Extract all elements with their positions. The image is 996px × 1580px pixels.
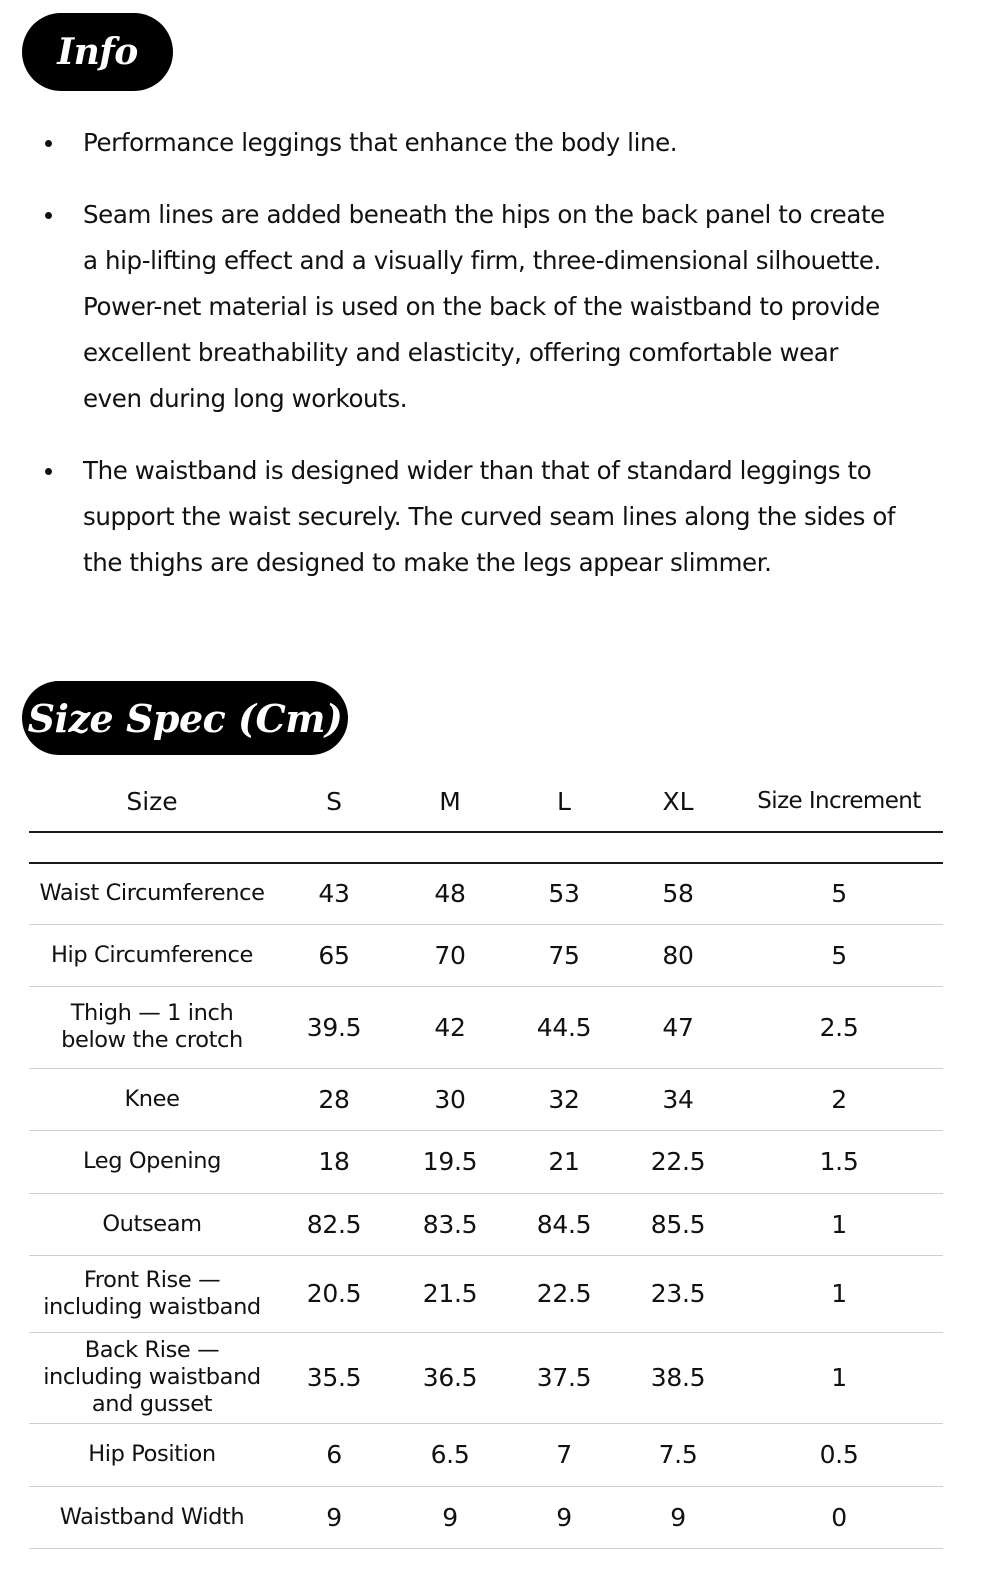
column-header-size: Size xyxy=(29,771,275,832)
size-value-cell: 42 xyxy=(393,986,507,1068)
row-label-line: Waistband Width xyxy=(59,1503,245,1530)
row-label-line: Outseam xyxy=(102,1210,202,1237)
size-value-cell: 70 xyxy=(393,924,507,986)
feature-text: The waistband is designed wider than that of standard leggings to support the waist securely. The curved seam lines along the sides of the thighs are designed to make the legs appear slimmer. xyxy=(83,456,896,577)
size-value-cell: 22.5 xyxy=(621,1130,735,1193)
size-value-cell: 0 xyxy=(735,1486,943,1548)
feature-text: Seam lines are added beneath the hips on the back panel to create a hip-lifting effect and a visually firm, three-dimensional silhouette. Power-net material is used on the back of the waistband to provide excellent breathability and elasticity, offering comfortable wear even during long workouts. xyxy=(83,200,885,413)
row-label-line: Waist Circumference xyxy=(39,880,265,907)
size-value-cell: 83.5 xyxy=(393,1193,507,1255)
size-value-cell: 53 xyxy=(507,863,621,924)
size-value-cell: 9 xyxy=(507,1486,621,1548)
row-label-line: Hip Position xyxy=(88,1441,216,1467)
size-value-cell: 19.5 xyxy=(393,1130,507,1193)
size-value-cell: 80 xyxy=(621,924,735,986)
bullet-icon xyxy=(45,212,52,219)
column-header-l: L xyxy=(507,771,621,832)
table-row xyxy=(29,1193,943,1255)
size-value-cell: 30 xyxy=(393,1068,507,1130)
size-value-cell: 18 xyxy=(275,1130,393,1193)
size-value-cell: 35.5 xyxy=(275,1332,393,1423)
size-value-cell: 1 xyxy=(735,1193,943,1255)
size-value-cell: 39.5 xyxy=(275,986,393,1068)
size-value-cell: 1 xyxy=(735,1332,943,1423)
size-value-cell: 21 xyxy=(507,1130,621,1193)
feature-item xyxy=(40,192,900,422)
size-value-cell: 38.5 xyxy=(621,1332,735,1423)
table-row xyxy=(29,1486,943,1548)
row-label xyxy=(29,1486,275,1548)
column-header-size-increment: Size Increment xyxy=(735,771,943,832)
size-value-cell: 47 xyxy=(621,986,735,1068)
feature-item xyxy=(40,120,900,166)
table-row xyxy=(29,1423,943,1486)
size-value-cell: 23.5 xyxy=(621,1255,735,1332)
feature-text: Performance leggings that enhance the body line. xyxy=(83,128,678,157)
size-value-cell: 20.5 xyxy=(275,1255,393,1332)
row-label-line: including waistband xyxy=(43,1293,261,1320)
size-value-cell: 85.5 xyxy=(621,1193,735,1255)
size-value-cell: 37.5 xyxy=(507,1332,621,1423)
size-spec-table xyxy=(29,771,943,1549)
row-label-line: Knee xyxy=(124,1085,180,1112)
table-row xyxy=(29,924,943,986)
size-value-cell: 22.5 xyxy=(507,1255,621,1332)
size-value-cell: 43 xyxy=(275,863,393,924)
size-value-cell: 34 xyxy=(621,1068,735,1130)
size-value-cell: 0.5 xyxy=(735,1423,943,1486)
size-value-cell: 84.5 xyxy=(507,1193,621,1255)
row-label-line: Back Rise — xyxy=(84,1337,220,1363)
size-value-cell: 9 xyxy=(393,1486,507,1548)
table-row xyxy=(29,1130,943,1193)
feature-item xyxy=(40,448,900,586)
row-label xyxy=(29,863,275,924)
table-header-row xyxy=(29,771,943,832)
info-heading xyxy=(22,13,173,91)
size-value-cell: 6.5 xyxy=(393,1423,507,1486)
size-value-cell: 21.5 xyxy=(393,1255,507,1332)
size-value-cell: 65 xyxy=(275,924,393,986)
row-label-line: Front Rise — xyxy=(83,1266,221,1293)
size-spec-heading-label: Size Spec (Cm) xyxy=(27,695,343,741)
row-label xyxy=(29,986,275,1068)
row-label-line: Thigh — 1 inch xyxy=(70,1000,234,1026)
bullet-icon xyxy=(45,468,52,475)
size-value-cell: 58 xyxy=(621,863,735,924)
size-value-cell: 2.5 xyxy=(735,986,943,1068)
row-label-line: and gusset xyxy=(91,1391,213,1417)
column-header-m: M xyxy=(393,771,507,832)
size-value-cell: 75 xyxy=(507,924,621,986)
size-value-cell: 1 xyxy=(735,1255,943,1332)
table-body xyxy=(29,832,943,1548)
bullet-icon xyxy=(45,140,52,147)
row-label xyxy=(29,1068,275,1130)
row-label xyxy=(29,1130,275,1193)
row-label-line: below the crotch xyxy=(61,1027,243,1053)
feature-list xyxy=(40,120,900,612)
size-value-cell: 44.5 xyxy=(507,986,621,1068)
size-value-cell: 5 xyxy=(735,924,943,986)
row-label xyxy=(29,1193,275,1255)
size-value-cell: 28 xyxy=(275,1068,393,1130)
size-value-cell: 36.5 xyxy=(393,1332,507,1423)
row-label-line: including waistband xyxy=(43,1364,261,1390)
table-row xyxy=(29,986,943,1068)
table-row xyxy=(29,1332,943,1423)
header-spacer-row xyxy=(29,832,943,863)
row-label xyxy=(29,1255,275,1332)
column-header-xl: XL xyxy=(621,771,735,832)
column-header-s: S xyxy=(275,771,393,832)
size-spec-heading xyxy=(22,681,348,755)
row-label xyxy=(29,924,275,986)
size-value-cell: 7 xyxy=(507,1423,621,1486)
size-value-cell: 5 xyxy=(735,863,943,924)
size-value-cell: 9 xyxy=(275,1486,393,1548)
row-label xyxy=(29,1332,275,1423)
size-value-cell: 1.5 xyxy=(735,1130,943,1193)
table-row xyxy=(29,1255,943,1332)
size-value-cell: 2 xyxy=(735,1068,943,1130)
size-value-cell: 9 xyxy=(621,1486,735,1548)
row-label xyxy=(29,1423,275,1486)
row-label-line: Leg Opening xyxy=(83,1148,221,1174)
size-value-cell: 32 xyxy=(507,1068,621,1130)
info-heading-label: Info xyxy=(57,31,138,73)
size-value-cell: 6 xyxy=(275,1423,393,1486)
row-label-line: Hip Circumference xyxy=(51,941,253,968)
size-value-cell: 7.5 xyxy=(621,1423,735,1486)
table-row xyxy=(29,1068,943,1130)
table-row xyxy=(29,863,943,924)
size-value-cell: 48 xyxy=(393,863,507,924)
size-value-cell: 82.5 xyxy=(275,1193,393,1255)
